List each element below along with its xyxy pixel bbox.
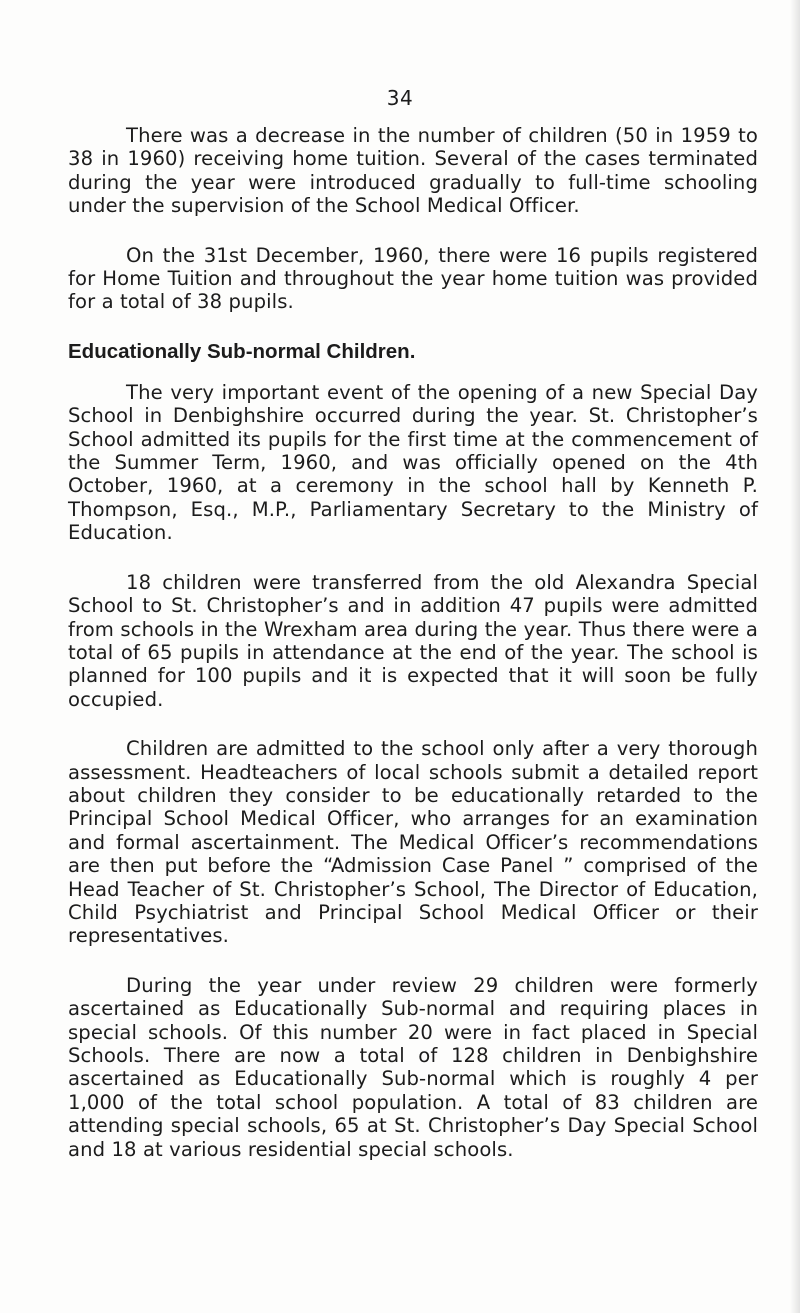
paragraph-admission-assessment: Children are admitted to the school only after a very thorough assessment. Headteachers of local schools submit a detailed report about children they consider to be educationally retarded to the Principal School Medical Officer, who arranges for an examination and formal ascertainment. The Medical Officer’s recommendations are then put before the “Admission Case Panel ” comprised of the Head Teacher of St. Christopher’s School, The Director of Education, Child Psychiatrist and Principal School Medical Officer or their representatives. [68,737,758,948]
page-edge-shadow [790,0,800,1313]
paragraph-pupil-transfers: 18 children were transferred from the old Alexandra Special School to St. Christopher’s and in addition 47 pupils were admitted from schools in the Wrexham area during the year. Thus there were a total of 65 pupils in attendance at the end of the year. The school is planned for 100 pupils and it is expected that it will soon be fully occupied. [68,570,758,711]
paragraph-ascertainment-statistics: During the year under review 29 children were formerly ascertained as Educationally Sub-normal and requiring places in special schools. Of this number 20 were in fact placed in Special Schools. There are now a total of 128 children in Denbighshire ascertained as Educationally Sub-normal which is roughly 4 per 1,000 of the total school population. A total of 83 children are attending special schools, 65 at St. Christopher’s Day Special School and 18 at various residential special schools. [68,973,758,1161]
paragraph-home-tuition-decrease: There was a decrease in the number of children (50 in 1959 to 38 in 1960) receiving home tuition. Several of the cases terminated during the year were introduced gradually to full-time schooling under the supervision of the School Medical Officer. [68,124,758,218]
paragraph-home-tuition-registered: On the 31st December, 1960, there were 16 pupils registered for Home Tuition and throughout the year home tuition was provided for a total of 38 pupils. [68,243,758,314]
page-body [68,124,758,1187]
paragraph-special-day-school: The very important event of the opening of a new Special Day School in Denbighshire occurred during the year. St. Christopher’s School admitted its pupils for the first time at the commencement of the Summer Term, 1960, and was officially opened on the 4th October, 1960, at a ceremony in the school hall by Kenneth P. Thompson, Esq., M.P., Parliamentary Secretary to the Ministry of Education. [68,380,758,545]
section-heading: Educationally Sub-normal Children. [68,339,416,363]
page-number: 34 [386,86,414,110]
